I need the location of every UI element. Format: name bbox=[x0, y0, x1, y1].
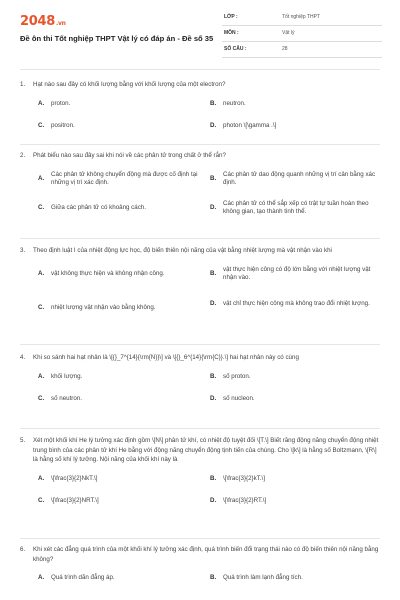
option-letter: A. bbox=[38, 99, 45, 107]
option-text: số proton. bbox=[223, 372, 251, 380]
option-text: proton. bbox=[51, 99, 71, 107]
question-3 bbox=[20, 246, 382, 322]
option-b[interactable] bbox=[210, 266, 378, 283]
option-a[interactable] bbox=[38, 373, 206, 382]
meta-key: MÔN : bbox=[224, 30, 239, 36]
document-meta-panel bbox=[222, 10, 382, 58]
question-4 bbox=[20, 353, 382, 407]
option-b[interactable] bbox=[210, 171, 378, 188]
option-text: \[\frac{3}{2}NRT.\] bbox=[51, 496, 99, 504]
meta-value: Vật lý bbox=[282, 30, 295, 36]
divider bbox=[20, 428, 380, 429]
option-d[interactable] bbox=[210, 497, 378, 506]
option-letter: B. bbox=[210, 174, 217, 182]
option-text: vật chỉ thực hiện công mà không trao đổi nhiệt lượng. bbox=[223, 299, 370, 307]
question-text: Xét một khối khí He lý tưởng xác định gồm \[N\] phân tử khí, có nhiệt độ tuyệt đối \[T.\] Biết răng động năng chuyển động nhiệt trung bình của các phân tử khí He bằng với động năng chuyển động tịnh tiến của chúng. Cho \[k\] là hằng số Boltzmann, \[R\] là hằng số khí lý tưởng. Nội năng của khối khí này là bbox=[33, 437, 379, 464]
option-letter: B. bbox=[210, 372, 217, 380]
option-letter: B. bbox=[210, 474, 217, 482]
option-letter: C. bbox=[38, 303, 45, 311]
option-text: neutron. bbox=[223, 99, 246, 107]
option-c[interactable] bbox=[38, 204, 206, 213]
option-letter: B. bbox=[210, 269, 217, 277]
option-text: vật không thực hiện và không nhận công. bbox=[51, 269, 165, 277]
divider bbox=[20, 238, 380, 239]
option-text: Quá trình làm lạnh đẳng tích. bbox=[223, 574, 303, 582]
option-text: Giữa các phân tử có khoảng cách. bbox=[51, 203, 146, 211]
option-letter: C. bbox=[38, 496, 45, 504]
option-b[interactable] bbox=[210, 373, 378, 382]
question-2 bbox=[20, 151, 382, 227]
option-letter: C. bbox=[38, 203, 45, 211]
question-text: Khi so sánh hai hạt nhân là \[{}_7^{14}{\rm{N}}\] và \[{}_6^{14}{\rm{C}}.\] hai hạt nhân này có cùng bbox=[33, 354, 299, 361]
option-letter: A. bbox=[38, 574, 45, 582]
divider bbox=[20, 538, 380, 539]
option-text: nhiệt lượng vật nhận vào bằng không. bbox=[51, 303, 156, 311]
option-text: Quá trình dãn đẳng áp. bbox=[51, 574, 115, 582]
option-text: số nucleon. bbox=[223, 394, 255, 402]
site-logo[interactable]: 2048.vn bbox=[20, 14, 66, 29]
option-b[interactable] bbox=[210, 574, 378, 583]
option-d[interactable] bbox=[210, 200, 378, 217]
divider bbox=[20, 144, 380, 145]
question-number: 1. bbox=[20, 81, 26, 88]
divider bbox=[20, 344, 380, 345]
option-text: positron. bbox=[51, 121, 75, 129]
question-text: Theo định luật I của nhiệt động lực học, độ biến thiên nội năng của vật bằng nhiệt lượng mà vật nhận vào khi bbox=[33, 247, 332, 254]
option-text: \[\frac{3}{2}NkT.\] bbox=[51, 474, 98, 482]
divider bbox=[20, 69, 380, 70]
option-letter: C. bbox=[38, 121, 45, 129]
option-letter: A. bbox=[38, 174, 45, 182]
document-header bbox=[0, 0, 400, 72]
option-a[interactable] bbox=[38, 171, 206, 188]
option-letter: A. bbox=[38, 269, 45, 277]
meta-key: SỐ CÂU : bbox=[224, 46, 247, 52]
option-letter: A. bbox=[38, 372, 45, 380]
option-text: Các phân tử dao động quanh những vị trí cân bằng xác định. bbox=[223, 170, 376, 187]
question-number: 5. bbox=[20, 437, 26, 444]
option-d[interactable] bbox=[210, 300, 378, 309]
option-letter: D. bbox=[210, 299, 217, 307]
option-b[interactable] bbox=[210, 475, 378, 484]
option-letter: C. bbox=[38, 394, 45, 402]
question-number: 2. bbox=[20, 152, 26, 159]
question-number: 4. bbox=[20, 354, 26, 361]
question-6 bbox=[20, 545, 382, 588]
option-letter: B. bbox=[210, 574, 217, 582]
meta-value: Tốt nghiệp THPT bbox=[282, 14, 320, 20]
question-1 bbox=[20, 80, 382, 134]
meta-value: 28 bbox=[282, 46, 288, 52]
option-d[interactable] bbox=[210, 122, 378, 131]
question-number: 3. bbox=[20, 247, 26, 254]
option-text: số neutron. bbox=[51, 394, 82, 402]
option-text: khối lượng. bbox=[51, 372, 83, 380]
question-text: Hạt nào sau đây có khối lượng bằng với khối lượng của một electron? bbox=[33, 81, 226, 88]
option-c[interactable] bbox=[38, 395, 206, 404]
option-text: vật thực hiện công có độ lớn bằng với nhiệt lượng vật nhận vào. bbox=[223, 265, 371, 282]
meta-key: LỚP : bbox=[224, 14, 238, 20]
option-a[interactable] bbox=[38, 475, 206, 484]
option-text: \[\frac{3}{2}RT.\] bbox=[223, 496, 267, 504]
option-c[interactable] bbox=[38, 122, 208, 131]
option-letter: D. bbox=[210, 121, 217, 129]
question-5 bbox=[20, 436, 382, 509]
option-c[interactable] bbox=[38, 304, 206, 313]
meta-row-subject bbox=[222, 26, 382, 42]
option-letter: A. bbox=[38, 474, 45, 482]
option-text: Các phân tử không chuyển động mà được cố định tại những vị trí xác định. bbox=[51, 170, 198, 187]
option-a[interactable] bbox=[38, 100, 208, 109]
option-d[interactable] bbox=[210, 395, 378, 404]
option-a[interactable] bbox=[38, 574, 206, 583]
option-letter: D. bbox=[210, 496, 217, 504]
option-b[interactable] bbox=[210, 100, 378, 109]
option-text: Các phân tử có thể sắp xếp có trật tự tuần hoàn theo không gian, tạo thành tinh thể. bbox=[223, 199, 369, 216]
question-text: Phát biểu nào sau đây sai khi nói về các phân tử trong chất ở thể rắn? bbox=[33, 152, 226, 159]
option-text: photon \[\gamma .\] bbox=[223, 121, 277, 129]
meta-row-count bbox=[222, 42, 382, 58]
question-text: Khi xét các đẳng quá trình của một khối khí lý tưởng xác định, quá trình biến đổi trạng thái nào có độ biến thiên nội năng bằng không? bbox=[33, 546, 379, 563]
option-a[interactable] bbox=[38, 270, 206, 279]
option-letter: D. bbox=[210, 394, 217, 402]
question-number: 6. bbox=[20, 546, 26, 553]
document-title: Đề ôn thi Tốt nghiệp THPT Vật lý có đáp án - Đề số 35 bbox=[20, 34, 214, 43]
option-letter: D. bbox=[210, 203, 217, 211]
meta-row-class bbox=[222, 10, 382, 26]
option-letter: B. bbox=[210, 99, 217, 107]
option-c[interactable] bbox=[38, 497, 206, 506]
option-text: \[\frac{3}{2}kT.\] bbox=[223, 474, 265, 482]
